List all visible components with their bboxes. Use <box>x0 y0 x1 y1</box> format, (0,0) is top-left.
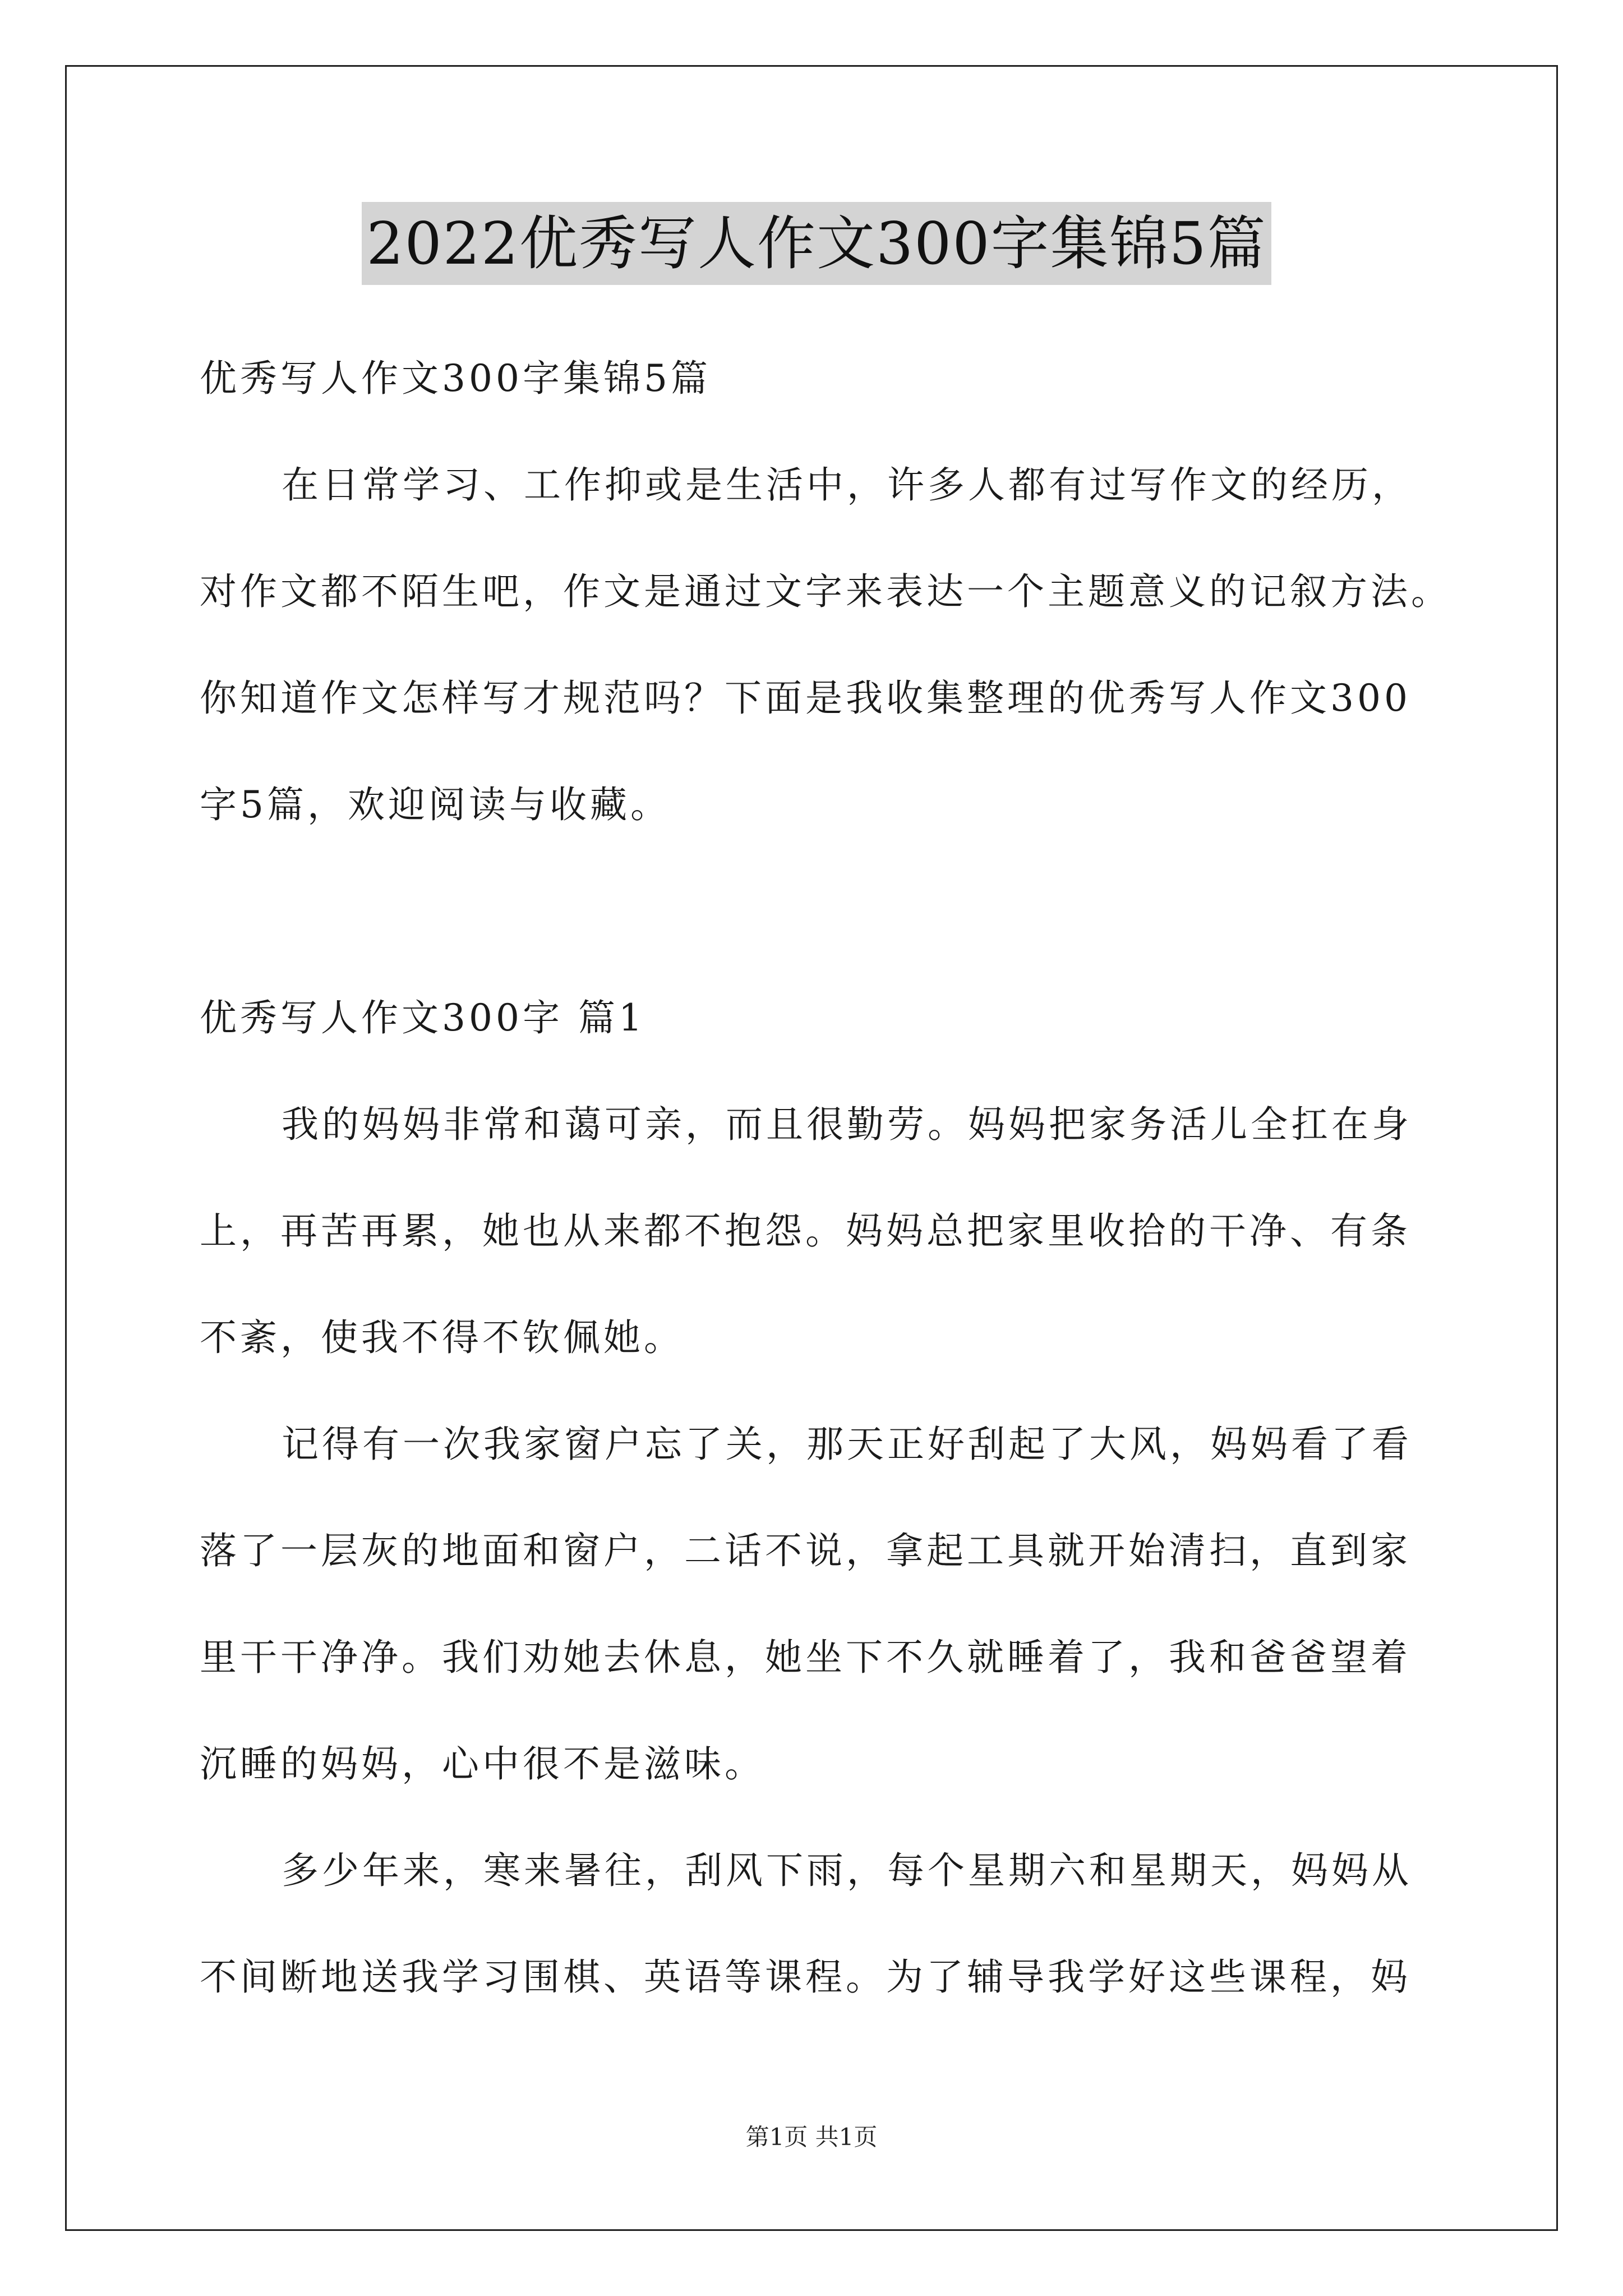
section-heading: 优秀写人作文300字 篇1 <box>200 996 645 1039</box>
paragraph-line: 不间断地送我学习围棋、英语等课程。为了辅导我学好这些课程，妈 <box>200 1955 1411 1999</box>
document-subtitle: 优秀写人作文300字集锦5篇 <box>200 357 711 400</box>
document-title: 2022优秀写人作文300字集锦5篇 <box>362 202 1271 285</box>
intro-line: 你知道作文怎样写才规范吗？下面是我收集整理的优秀写人作文300 <box>200 677 1411 720</box>
title-wrapper <box>200 202 1433 285</box>
paragraph-line: 上，再苦再累，她也从来都不抱怨。妈妈总把家里收拾的干净、有条 <box>200 1209 1411 1253</box>
paragraph-line: 多少年来，寒来暑往，刮风下雨，每个星期六和星期天，妈妈从 <box>282 1849 1412 1892</box>
intro-line: 对作文都不陌生吧，作文是通过文字来表达一个主题意义的记叙方法。 <box>200 570 1451 613</box>
paragraph-line: 里干干净净。我们劝她去休息，她坐下不久就睡着了，我和爸爸望着 <box>200 1636 1411 1679</box>
paragraph-line: 落了一层灰的地面和窗户，二话不说，拿起工具就开始清扫，直到家 <box>200 1529 1411 1572</box>
intro-line: 字5篇，欢迎阅读与收藏。 <box>200 783 671 826</box>
intro-line: 在日常学习、工作抑或是生活中，许多人都有过写作文的经历， <box>282 463 1412 507</box>
paragraph-line: 记得有一次我家窗户忘了关，那天正好刮起了大风，妈妈看了看 <box>282 1423 1412 1466</box>
page-footer: 第1页 共1页 <box>745 2123 878 2151</box>
paragraph-line: 不紊，使我不得不钦佩她。 <box>200 1316 684 1359</box>
paragraph-line: 沉睡的妈妈，心中很不是滋味。 <box>200 1742 765 1786</box>
paragraph-line: 我的妈妈非常和蔼可亲，而且很勤劳。妈妈把家务活儿全扛在身 <box>282 1103 1412 1146</box>
